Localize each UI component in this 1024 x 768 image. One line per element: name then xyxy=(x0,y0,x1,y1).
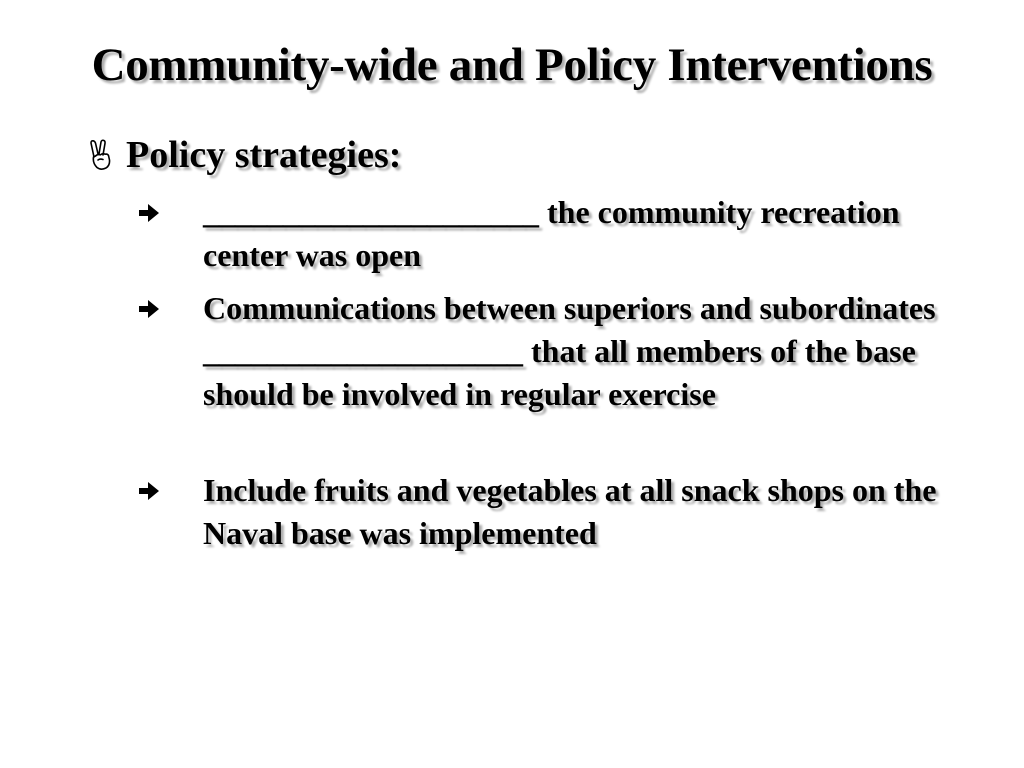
slide-title: Community-wide and Policy Interventions xyxy=(91,39,933,91)
bullet-label: Policy strategies: xyxy=(126,134,402,176)
victory-hand-icon xyxy=(88,139,114,171)
subbullet-text: _____________________ the community recreation center was open xyxy=(203,194,900,273)
right-arrow-icon xyxy=(138,203,160,223)
right-arrow-icon xyxy=(138,481,160,501)
subbullet-text: Include fruits and vegetables at all snack shops on the Naval base was implemented xyxy=(203,472,937,551)
subbullet-text: Communications between superiors and subordinates ____________________ that all members of the base should be involved in regular exercise xyxy=(203,290,936,412)
right-arrow-icon xyxy=(138,299,160,319)
